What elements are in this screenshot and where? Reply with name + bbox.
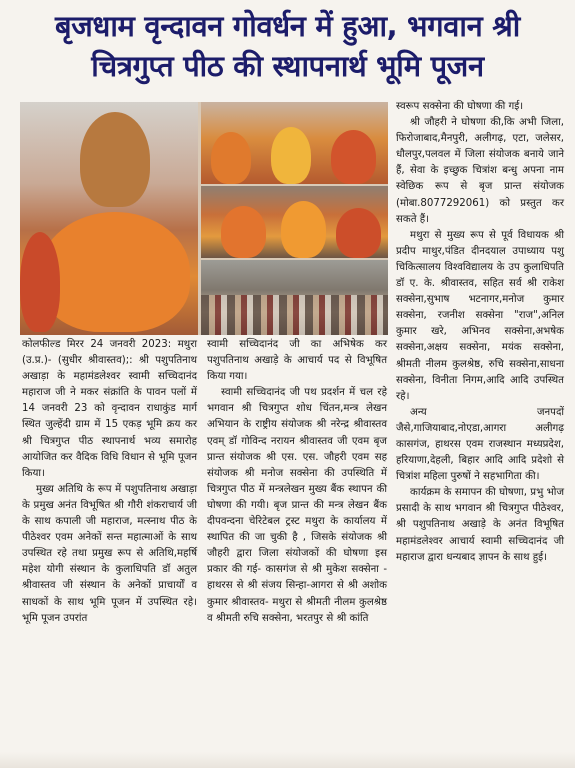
- paragraph: अन्य जनपदों जैसे,गाजियाबाद,नोएडा,आगरा अलीगढ़ कासगंज, हाथरस एवम राजस्थान मध्यप्रदेश, हरियाणा,देहली, बिहार आदि आदि प्रदेशो से चित्रांश महिला पुरुषों ने सहभागिता की।: [396, 406, 564, 483]
- photo-audience: [201, 260, 388, 335]
- paragraph: कोलफील्ड मिरर 24 जनवरी 2023: मथुरा (उ.प्र.)- (सुधीर श्रीवास्तव);: श्री पशुपतिनाथ अखाड़ा के महामंडलेश्वर स्वामी सच्चिदानंद महाराज जी ने मकर संक्रांति के पावन पलों में 14 जनवरी 23 को वृन्दावन राधाकुंड मार्ग स्थित जुल्हेंदी ग्राम में 15 एकड़ भूमि क्रय कर श्री चित्रगुप्त पीठ स्थापनार्थ भव्य समारोह आयोजित कर वैदिक विधि विधान से भूमि पूजन किया।: [22, 339, 197, 479]
- paragraph: स्वरूप सक्सेना की घोषणा की गई।: [396, 101, 524, 112]
- paragraph: स्वामी सच्चिदानंद जी का अभिषेक कर पशुपतिनाथ अखाड़े के आचार्य पद से विभूषित किया गया।: [207, 339, 387, 383]
- photo-collage: [20, 102, 388, 335]
- paragraph: स्वामी सच्चिदानंद जी पथ प्रदर्शन में चल रहे भगवान श्री चित्रगुप्त शोध चिंतन,मन्त्र लेखन अभियान के राष्ट्रीय संयोजक श्री नरेन्द्र श्रीवास्तव एवम् डॉ गोविन्द नरायन श्रीवास्तव जी एवम बृज प्रान्त संयोजक श्री एस. एस. जौहरी एवम सह संयोजक श्री मनोज सक्सेना की उपस्थिति में चित्रगुप्त पीठ में मन्त्रलेखन मुख्य बैंक स्थापन की घोषणा की गयी। बृज प्रान्त की मन्त्र लेखन बैंक दीपवन्दना चेरिटेबल ट्रस्ट मथुरा के कार्यालय में स्थापित की जा चुकी है , जिसके संयोजक श्री जौहरी द्वारा जिला संयोजकों की घोषणा इस प्रकार की गई- कासगंज से श्री मुकेश सक्सेना - हाथरस से श्री संजय सिन्हा-आगरा से श्री अशोक कुमार श्रीवास्तव- मथुरा से श्रीमती नीलम कुलश्रेष्ठ व श्रीमती रुचि सक्सेना, भरतपुर से श्री कांति: [207, 387, 387, 624]
- article-column-3: [396, 99, 564, 566]
- paragraph: मथुरा से मुख्य रूप से पूर्व विधायक श्री प्रदीप माथुर,पंडित दीनदयाल उपाध्याय पशु चिकित्सालय विश्वविद्यालय के उप कुलाधिपति डॉ ए. के. श्रीवास्तव, सहित सर्व श्री राकेश सक्सेना,सुभाष भटनागर,मनोज कुमार सक्सेना, रजनीश सक्सेना "राज",अनिल कुमार खरे, अभिनव सक्सेना,अभषेक सक्सेना,अक्षय सक्सेना, मयंक सक्सेना, श्रीमती नीलम कुलश्रेष्ठ, रुचि सक्सेना,साधना सक्सेना, विनीता निगम,आदि आदि उपस्थित रहे।: [396, 229, 564, 402]
- paragraph: कार्यक्रम के समापन की घोषणा, प्रभु भोज प्रसादी के साथ भगवान श्री चित्रगुप्त पीठेश्वर, श्री पशुपतिनाथ अखाड़े के अनंत विभूषित महामंडलेश्वर आचार्य स्वामी सच्चिदानंद जी महाराज द्वारा धन्यबाद ज्ञापन के साथ हुई।: [396, 487, 564, 563]
- photo-saints-seated: [201, 186, 388, 258]
- paragraph: मुख्य अतिथि के रूप में पशुपतिनाथ अखाड़ा के प्रमुख अनंत विभूषित श्री गौरी शंकराचार्य जी के साथ कपाली जी महाराज, मत्स्नाथ पीठ के पीठेश्वर एवम अनेकों सन्त महात्माओं के साथ उपस्थित रहे तथा प्रमुख रूप से अतिथि,महर्षि महेश योगी संस्थान के कुलाधिपति डॉ अतुल श्रीवास्तव जी संस्थान के अनेकों प्राचार्यों व साधकों के साथ भूमि पूजन में उपस्थित रहे। भूमि पूजन उपरांत: [22, 483, 197, 624]
- headline: [6, 6, 569, 94]
- photo-main-ceremony: [20, 102, 198, 335]
- paragraph: श्री जौहरी ने घोषणा की,कि अभी जिला, फिरोजाबाद,मैनपुरी, अलीगढ़, एटा, जलेसर, धौलपुर,पलवल में जिला संयोजक बनाये जाने हैं, सेवा के इच्छुक चित्रांश बन्धु अपना नाम स्वेछिक रूप से बृज प्रान्त संयोजक (मोबा.8077292061) को प्रस्तुत कर सकते हैं।: [396, 117, 564, 225]
- article-column-2: [207, 337, 387, 627]
- page-footer-strip: [0, 752, 575, 768]
- headline-line-2: चित्रगुप्त पीठ की स्थापनार्थ भूमि पूजन: [91, 49, 484, 83]
- photo-group-priests: [201, 102, 388, 184]
- headline-line-1: बृजधाम वृन्दावन गोवर्धन में हुआ, भगवान श्री: [55, 9, 520, 43]
- article-column-1: [22, 337, 197, 627]
